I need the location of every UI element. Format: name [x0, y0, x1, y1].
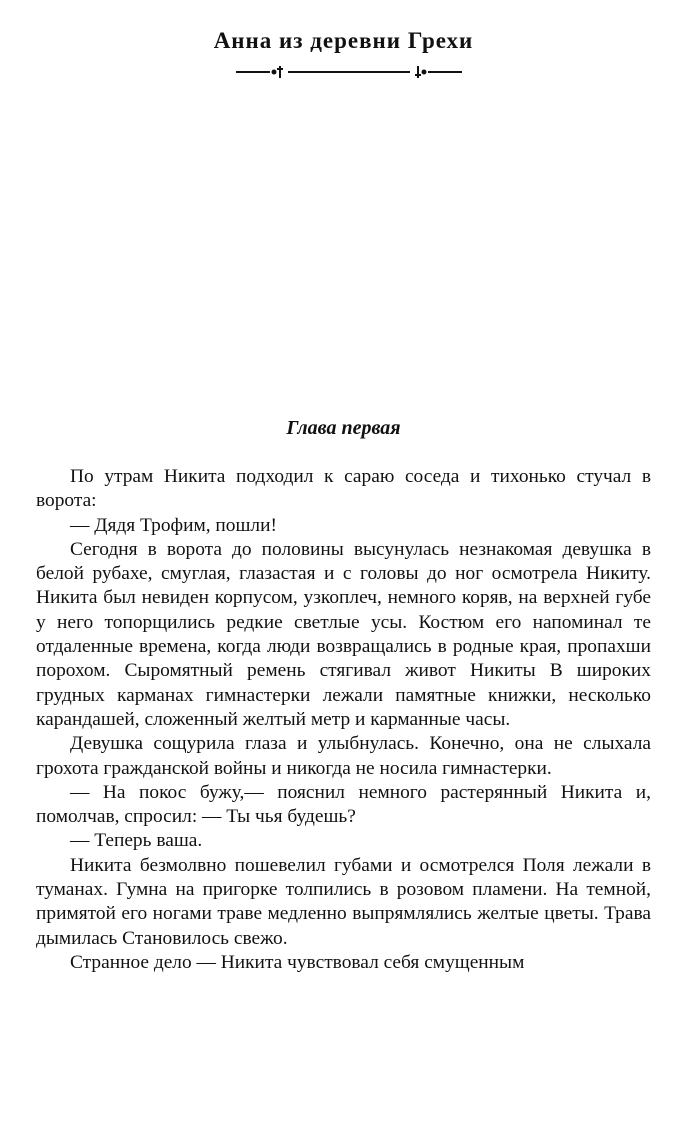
paragraph: Девушка сощурила глаза и улыбнулась. Конечно, она не слыхала грохота гражданской войны и никогда не носила гимнастерки.: [36, 733, 651, 779]
page-title: Анна из деревни Грехи: [213, 28, 474, 53]
paragraph: — Дядя Трофим, пошли!: [70, 514, 277, 536]
chapter-heading: Глава первая: [286, 417, 401, 439]
ornament-divider-icon: [236, 64, 462, 80]
paragraph: — Теперь ваша.: [70, 830, 203, 852]
paragraph: Странное дело — Никита чувствовал себя смущенным: [70, 951, 525, 973]
paragraph: Сегодня в ворота до половины высунулась незнакомая девушка в белой рубахе, смуглая, глазастая и с головы до ног осмотрела Никиту. Никита был невиден корпусом, узкоплеч, немного коряв, на верхней губе у него топорщились редкие светлые усы. Костюм его напоминал те отдаленные времена, когда люди возвращались в родные края, пропахши порохом. Сыромятный ремень стягивал живот Никиты В широких грудных карманах гимнастерки лежали памятные книжки, несколько карандашей, сложенный желтый метр и карманные часы.: [36, 538, 651, 730]
paragraph: — На покос бужу,— пояснил немного растерянный Никита и, помолчав, спросил: — Ты чья будешь?: [36, 781, 651, 828]
paragraph: Никита безмолвно пошевелил губами и осмотрелся Поля лежали в туманах. Гумна на пригорке толпились в розовом пламени. На темной, примятой его ногами траве медленно выпрямлялись желтые цветы. Трава дымилась Становилось свежо.: [36, 854, 651, 949]
body-text: [36, 465, 651, 975]
paragraph: По утрам Никита подходил к сараю соседа и тихонько стучал в ворота:: [36, 466, 651, 512]
